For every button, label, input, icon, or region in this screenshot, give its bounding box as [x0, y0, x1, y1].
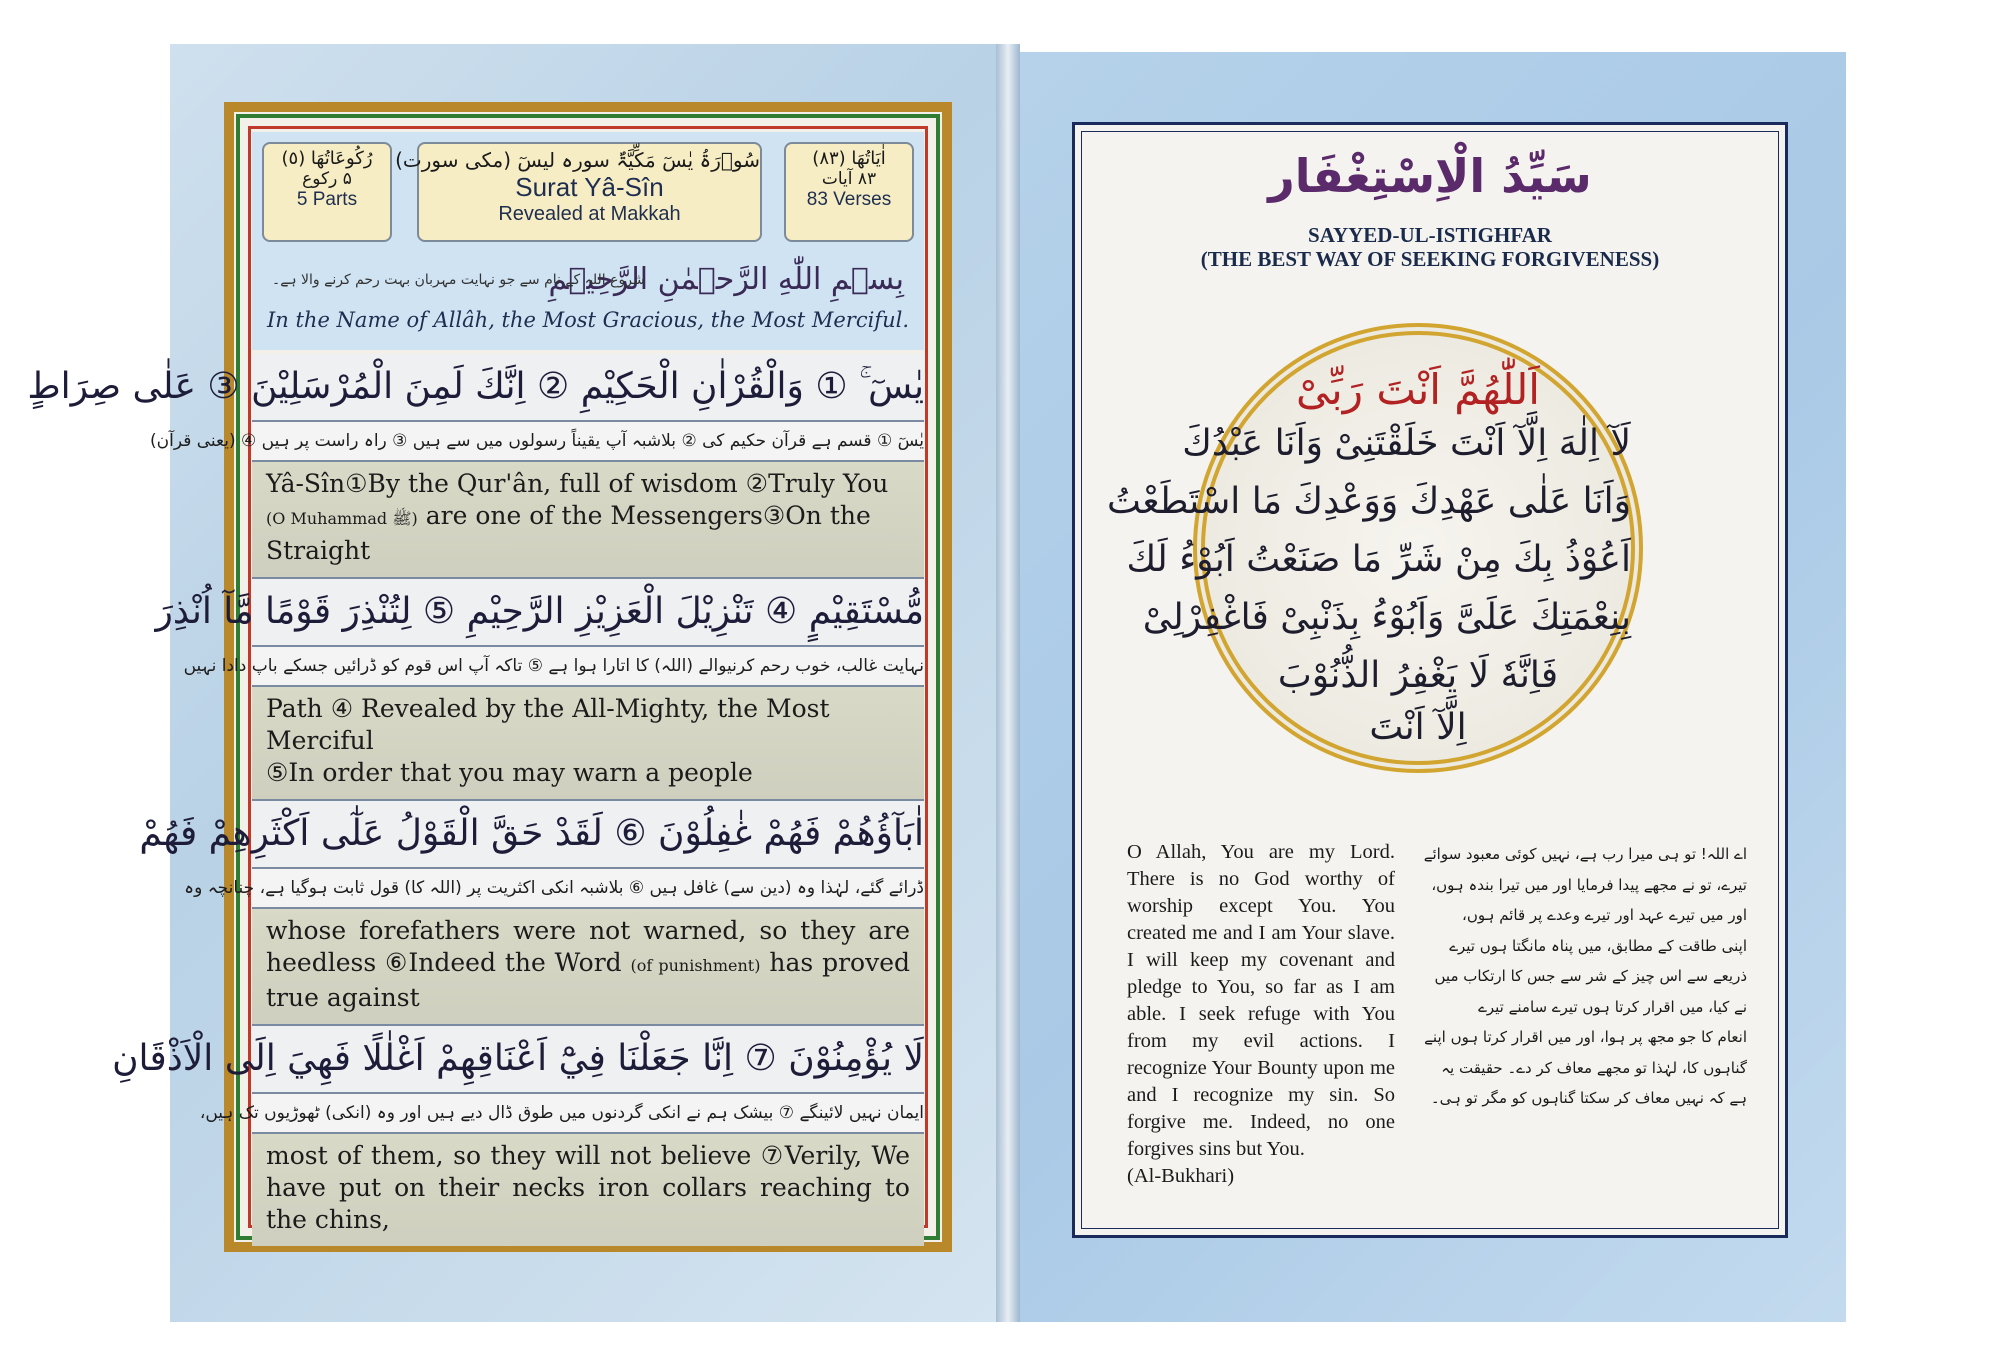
- urdu-line: انعام کا جو مجھ پر ہوا، اور میں اقرار کرتا ہوں اپنے: [1424, 1028, 1747, 1046]
- surah-title-box: [395, 142, 762, 242]
- surah-title-arabic: سُوۡرَۃُ یٰسٓ مَکِّیَّۃٌ سورہ لیسٓ (مکی سورت): [395, 148, 760, 172]
- dua-line: وَاَنَا عَلٰی عَهْدِكَ وَوَعْدِكَ مَا اسْتَطَعْتُ: [1107, 481, 1631, 522]
- urdu-translation-line: ڈرائے گئے، لہٰذا وہ (دین سے) غافل ہیں ⑥ بلاشبہ انکی اکثریت پر (اللہ کا) قول ثابت ہوگیا ہے، چنانچہ وہ: [252, 869, 924, 909]
- book-spine: [996, 44, 1020, 1322]
- english-text: Yâ-Sîn①By the Qur'ân, full of wisdom ②Truly You: [266, 469, 889, 498]
- urdu-line: اپنی طاقت کے مطابق، میں پناہ مانگتا ہوں تیرے: [1449, 936, 1747, 955]
- english-text-cont: ⑤In order that you may warn a people: [266, 758, 753, 787]
- dua-line: اَعُوْذُ بِكَ مِنْ شَرِّ مَا صَنَعْتُ اَبُوْءُ لَكَ: [1126, 539, 1631, 580]
- arabic-verse-line: يٰسٓ ۚ ① وَالْقُرْاٰنِ الْحَكِيْمِ ② اِنَّكَ لَمِنَ الْمُرْسَلِيْنَ ③ عَلٰى صِرَاطٍ: [252, 354, 924, 422]
- english-text-cont: has proved true against: [266, 948, 911, 1012]
- revealed-at: Revealed at Makkah: [498, 203, 681, 225]
- english-translation: [1127, 839, 1395, 1190]
- translation-text: O Allah, You are my Lord. There is no God worthy of worship except You. You created me and I am Your slave. I will keep my covenant and pledge to You, so far as I am able. I seek refuge with You from my evil actions. I recognize Your Bounty upon me and I recognize my sin. So forgive me. Indeed, no one forgives sins but You.: [1127, 841, 1395, 1160]
- page-subtitle: (THE BEST WAY OF SEEKING FORGIVENESS): [1200, 247, 1660, 271]
- dua-line: بِنِعْمَتِكَ عَلَیَّ وَاَبُوْءُ بِذَنْبِیْ فَاغْفِرْلِیْ: [1142, 597, 1631, 638]
- bismillah-band: [252, 250, 924, 350]
- bismillah-arabic: بِسۡمِ اللّٰهِ الرَّحۡمٰنِ الرَّحِيۡمِ: [548, 262, 904, 297]
- dua-line: اَللّٰهُمَّ اَنْتَ رَبِّیْ: [1296, 365, 1540, 414]
- verses-english: 83 Verses: [806, 189, 892, 210]
- english-translation-block: [252, 909, 924, 1026]
- surah-title-english: Surat Yâ-Sîn: [515, 172, 664, 202]
- sayyed-ul-istighfar-page: [1072, 122, 1788, 1238]
- verses-box: [784, 142, 914, 242]
- english-text: whose forefathers were not warned, so they are heedless ⑥Indeed the Word: [266, 916, 910, 977]
- urdu-translation-line: نہایت غالب، خوب رحم کرنیوالے (اللہ) کا اتارا ہوا ہے ⑤ تاکہ آپ اس قوم کو ڈرائیں جسکے باپ دادا نہیں: [252, 647, 924, 687]
- page-title: SAYYED-UL-ISTIGHFAR: [1308, 223, 1552, 247]
- urdu-line: اے اللہ! تو ہی میرا رب ہے، نہیں کوئی معبود سوائے: [1423, 845, 1747, 863]
- urdu-line: اور میں تیرے عہد اور تیرے وعدے پر قائم ہوں،: [1462, 906, 1747, 924]
- urdu-line: ہے کہ نہیں معاف کر سکتا گناہوں کو مگر تو ہی۔: [1430, 1089, 1747, 1107]
- rukus-arabic: رُكُوعَاتُهَا (٥): [281, 148, 373, 169]
- english-translation-block: [252, 687, 924, 801]
- english-translation-block: [252, 1134, 924, 1246]
- verses-urdu: ۸۳ آیات: [821, 169, 877, 189]
- urdu-translation: [1423, 839, 1747, 1114]
- urdu-line: تیرے، تو نے مجھے پیدا فرمایا اور میں تیرا بندہ ہوں،: [1431, 875, 1747, 894]
- surah-yasin-page: [27, 102, 952, 1252]
- dua-line: فَاِنَّهٗ لَا یَغْفِرُ الذُّنُوْبَ: [1277, 655, 1559, 696]
- urdu-line: نے کیا، میں اقرار کرتا ہوں تیرے سامنے تیرے: [1478, 997, 1747, 1016]
- bismillah-english: In the Name of Allâh, the Most Gracious, the Most Merciful.: [266, 308, 909, 332]
- english-translation-block: [252, 462, 924, 579]
- urdu-translation-line: یٰسٓ ① قسم ہے قرآن حکیم کی ② بلاشبہ آپ یقیناً رسولوں میں سے ہیں ③ راہ راست پر ہیں ④ (یعنی قرآن): [252, 422, 924, 462]
- urdu-translation-line: ایمان نہیں لائینگے ⑦ بیشک ہم نے انکی گردنوں میں طوق ڈال دیے ہیں اور وہ (انکی) ٹھوڑیوں تک ہیں،: [252, 1094, 924, 1134]
- english-text-cont: are one of the Messengers③On the Straight: [266, 501, 871, 565]
- surah-header: [252, 132, 924, 250]
- verses-arabic: اٰیَاتُهَا (٨٣): [812, 148, 886, 169]
- english-note: (O Muhammad ﷺ): [266, 509, 418, 528]
- english-text: most of them, so they will not believe ⑦Verily, We have put on their necks iron collars reaching to the chins,: [266, 1141, 910, 1234]
- page-title-arabic: سَیِّدُ الْاِسْتِغْفَار: [1268, 149, 1592, 203]
- rukus-box: [262, 142, 392, 242]
- urdu-line: ذریعے سے اس چیز کے شر سے جس کا ارتکاب میں: [1434, 967, 1747, 985]
- english-note: (of punishment): [630, 956, 761, 975]
- arabic-verse-line: مُّسْتَقِيْمٍ ④ تَنْزِيْلَ الْعَزِيْزِ الرَّحِيْمِ ⑤ لِتُنْذِرَ قَوْمًا مَّآ اُنْذِرَ: [252, 579, 924, 647]
- arabic-verse-line: اٰبَآؤُهُمْ فَهُمْ غٰفِلُوْنَ ⑥ لَقَدْ حَقَّ الْقَوْلُ عَلٰٓى اَكْثَرِهِمْ فَهُمْ: [252, 801, 924, 869]
- english-text: Path ④ Revealed by the All-Mighty, the Most Merciful: [266, 694, 830, 755]
- rukus-english: 5 Parts: [296, 189, 358, 210]
- verses-content: [27, 354, 924, 1246]
- dua-line: اِلَّآ اَنْتَ: [1369, 707, 1467, 748]
- urdu-line: گناہوں کا، لہٰذا تو مجھے معاف کر دے۔ حقیقت یہ: [1441, 1058, 1747, 1077]
- hadith-source: (Al-Bukhari): [1127, 1165, 1235, 1187]
- bismillah-urdu: شروع اللہ کے نام سے جو نہایت مہربان بہت رحم کرنے والا ہے۔: [272, 272, 645, 288]
- dua-medallion: [1107, 323, 1643, 773]
- arabic-verse-line: لَا يُؤْمِنُوْنَ ⑦ اِنَّا جَعَلْنَا فِيْٓ اَعْنَاقِهِمْ اَغْلٰلًا فَهِيَ اِلَى الْاَذْقَانِ: [252, 1026, 924, 1094]
- dua-line: لَآ اِلٰهَ اِلَّآ اَنْتَ خَلَقْتَنِیْ وَاَنَا عَبْدُكَ: [1182, 423, 1631, 464]
- rukus-urdu: ۵ رکوع: [302, 169, 352, 189]
